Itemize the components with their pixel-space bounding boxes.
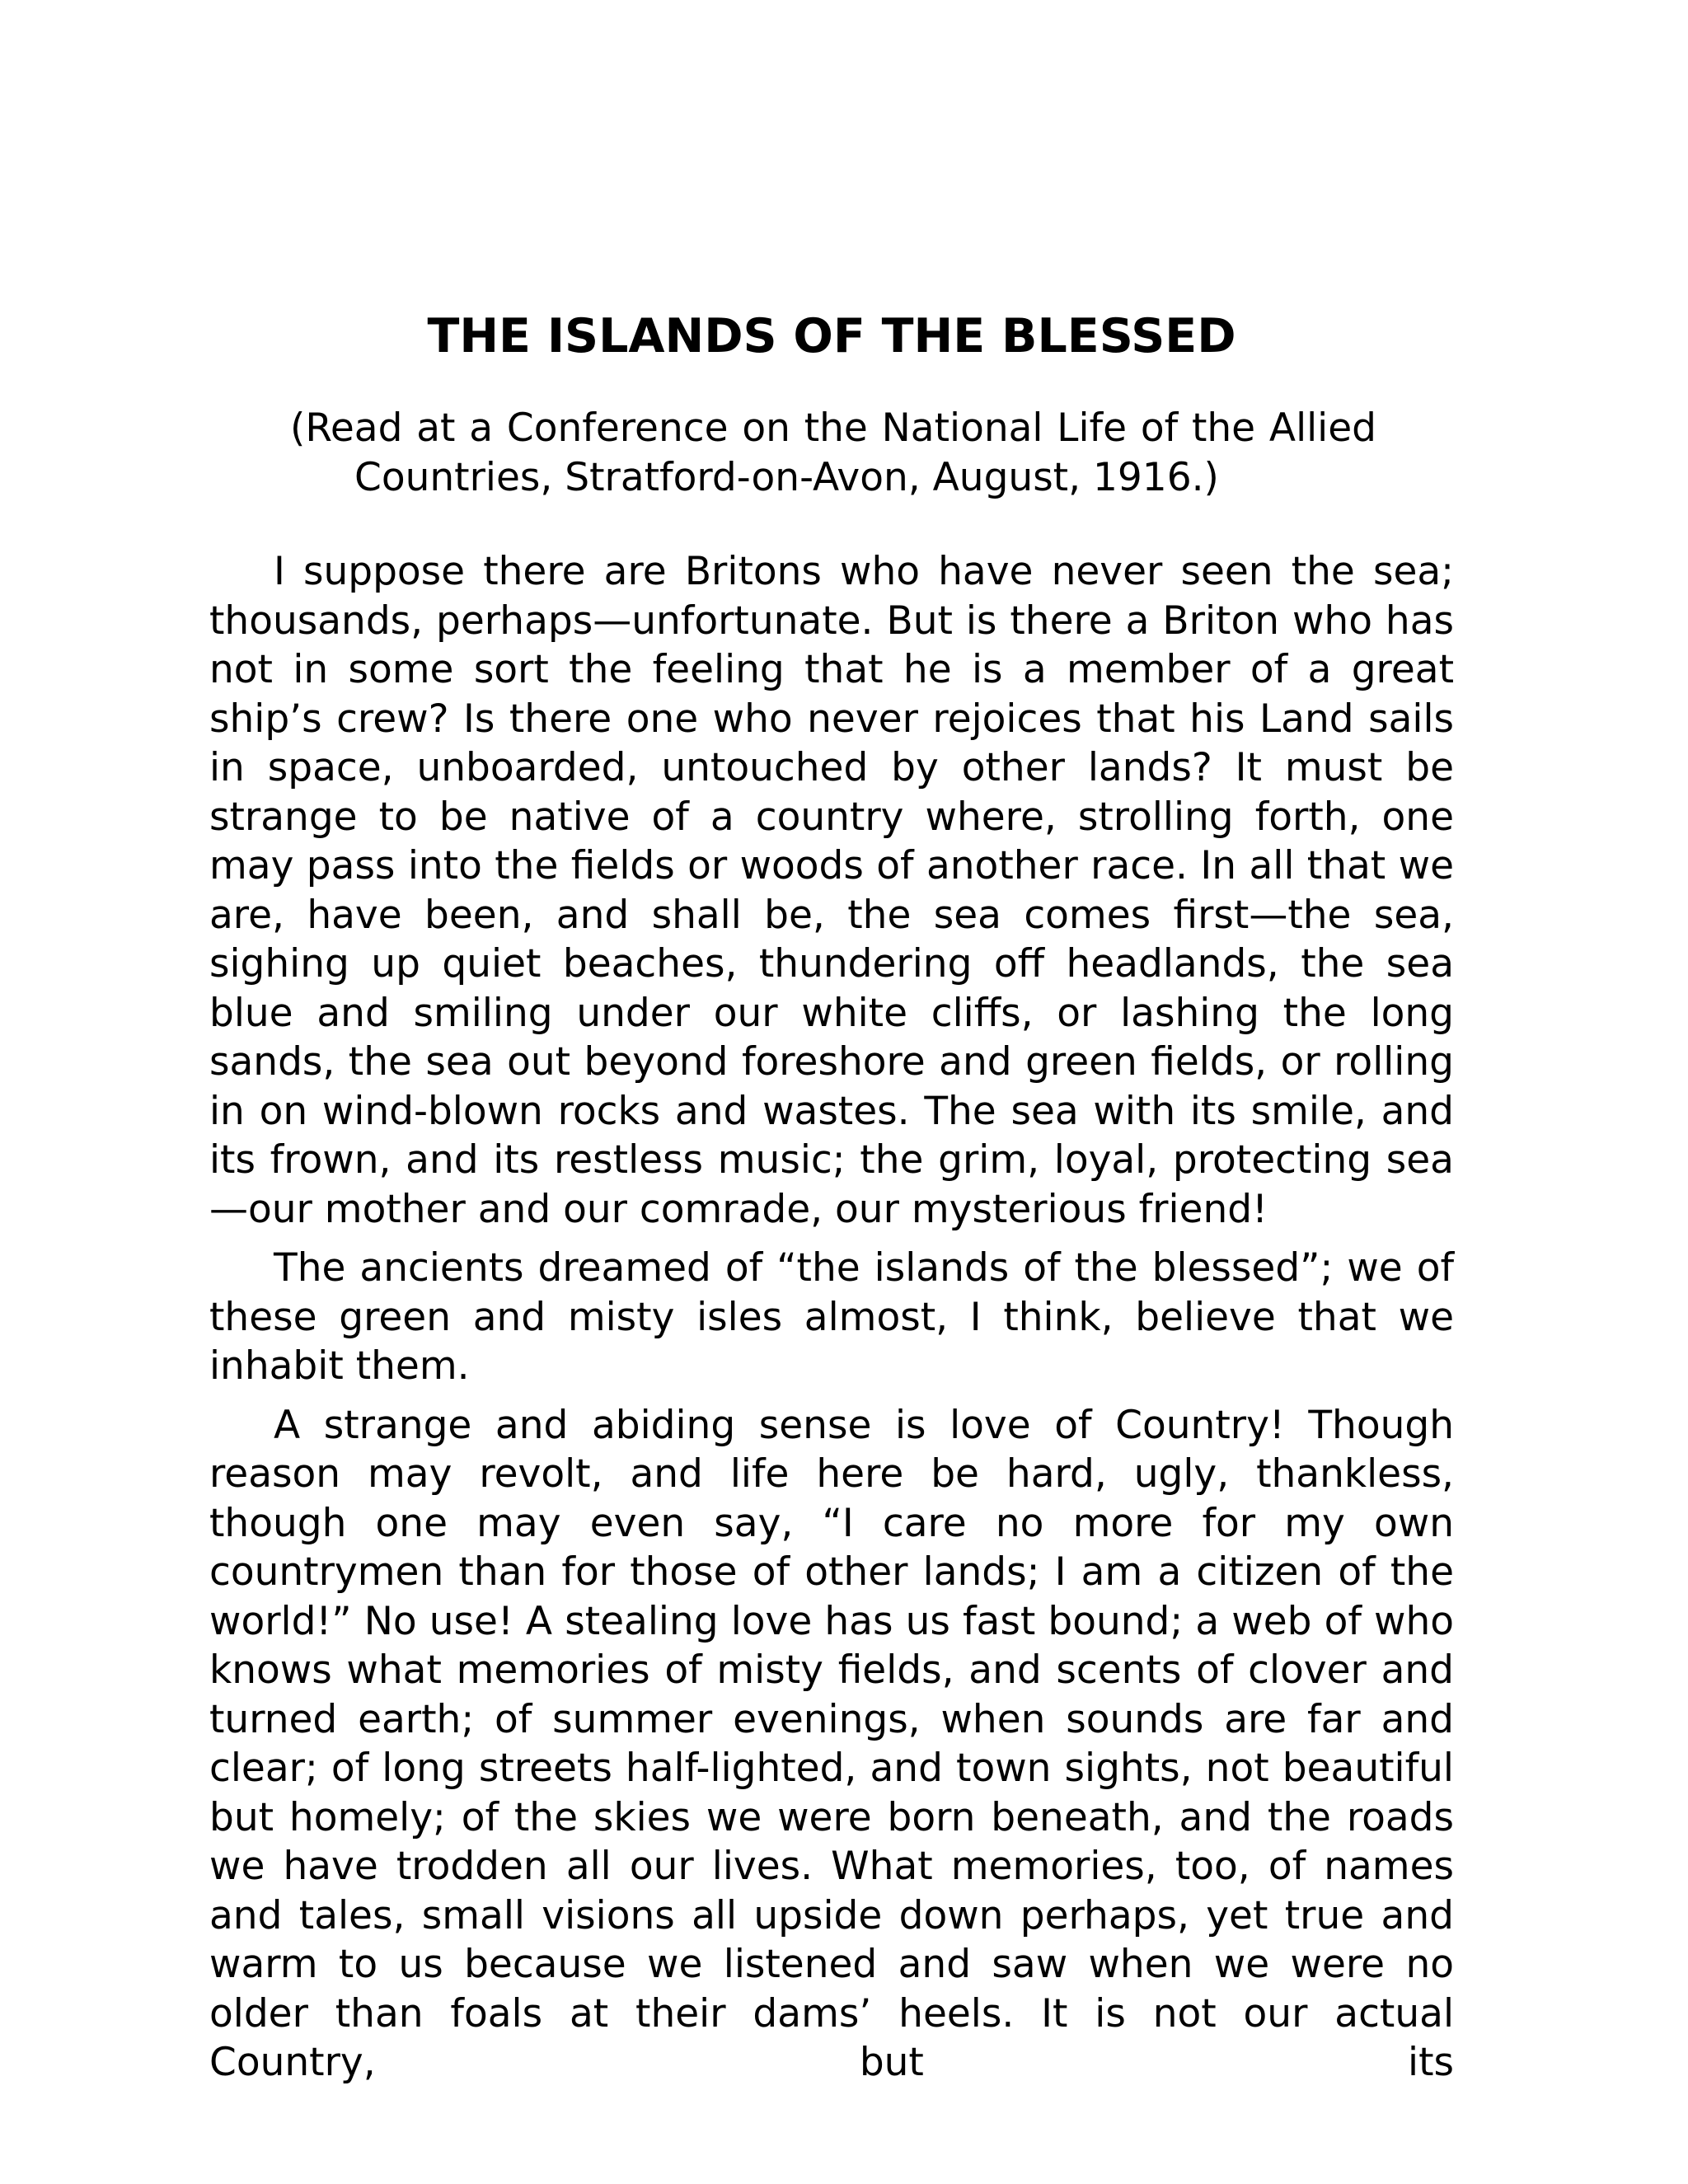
paragraph-3: A strange and abiding sense is love of Country! Though reason may revolt, and life here be hard, ugly, thankless, though one may even say, “I care no more for my own countrymen than for those of other lands; I am a citizen of the world!” No use! A stealing love has us fast bound; a web of who knows what memories of misty fields, and scents of clover and turned earth; of summer evenings, when sounds are far and clear; of long streets half-lighted, and town sights, not beautiful but homely; of the skies we were born beneath, and the roads we have trodden all our lives. What memories, too, of names and tales, small visions all upside down perhaps, yet true and warm to us because we listened and saw when we were no older than foals at their dams’ heels. It is not our actual Country, but its [209,1402,1454,2085]
page-title: THE ISLANDS OF THE BLESSED [427,309,1236,363]
paragraph-2: The ancients dreamed of “the islands of the blessed”; we of these green and misty isles almost, I think, believe that we inhabit them. [209,1245,1454,1389]
paragraph-1: I suppose there are Britons who have never seen the sea; thousands, perhaps—unfortunate. But is there a Briton who has not in some sort the feeling that he is a member of a great ship’s crew? Is there one who never rejoices that his Land sails in space, unboarded, untouched by other lands? It must be strange to be native of a country where, strolling forth, one may pass into the fields or woods of another race. In all that we are, have been, and shall be, the sea comes first—the sea, sighing up quiet beaches, thundering off headlands, the sea blue and smiling under our white cliffs, or lashing the long sands, the sea out beyond foreshore and green fields, or rolling in on wind-blown rocks and wastes. The sea with its smile, and its frown, and its restless music; the grim, loyal, protecting sea—our mother and our comrade, our mysterious friend! [209,549,1454,1232]
subtitle-line-2: Countries, Stratford-on-Avon, August, 1916.) [354,455,1219,500]
body-text [209,547,1454,2097]
subtitle [290,404,1376,503]
subtitle-line-1: (Read at a Conference on the National Life of the Allied [290,405,1376,451]
